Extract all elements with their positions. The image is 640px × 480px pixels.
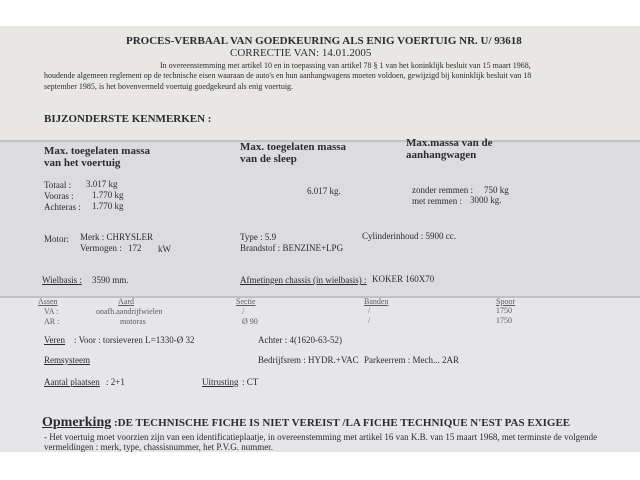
axle-row-cell: AR : [44,317,60,326]
chassis-label: Afmetingen chassis (in wielbasis) : [240,275,367,285]
opmerking-text: :DE TECHNISCHE FICHE IS NIET VEREIST /LA FICHE TECHNIQUE N'EST PAS EXIGEE [114,417,571,429]
cylinderinhoud: Cylinderinhoud : 5900 cc. [362,231,456,241]
axle-row-cell: / [368,306,371,315]
vermogen-value: 172 [128,243,142,253]
mass-heading-trailer: Max.massa van de [406,137,493,149]
axle-table-header: Sectie [236,297,256,306]
chassis-value: KOKER 160X70 [372,274,435,284]
parkeerrem: Parkeerrem : Mech... 2AR [364,355,459,365]
vermogen-label: Vermogen : [80,243,122,253]
axle-table-header: Assen [38,297,58,306]
section-title: BIJZONDERSTE KENMERKEN : [44,113,212,125]
motor-brand: Merk : CHRYSLER [80,232,154,242]
axle-row-cell: / [368,316,371,325]
veren-label: Veren [44,335,65,345]
correctie-date: CORRECTIE VAN: 14.01.2005 [230,47,372,59]
zonder-remmen-value: 750 kg [484,185,509,195]
vooras-value: 1.770 kg [92,190,124,200]
remsysteem-label: Remsysteem [44,355,90,365]
mass-heading-tow: van de sleep [240,153,297,165]
axle-row-cell: / [242,307,245,316]
achteras-label: Achteras : [44,202,81,212]
achteras-value: 1.770 kg [92,201,124,211]
axle-table-header: Spoor [496,297,516,306]
paper-fold [0,296,640,298]
veren-voor: : Voor : torsieveren L=1330-Ø 32 [74,335,195,345]
axle-row-cell: VA : [44,307,59,316]
axle-table-header: Aard [118,297,134,306]
intro-text: In overeenstemming met artikel 10 en in toepassing van artikel 78 § 1 van het koninklijk besluit van 15 maart 1968, [160,61,531,70]
plaatsen-label: Aantal plaatsen [44,377,100,387]
mass-heading-tow: Max. toegelaten massa [240,141,347,153]
totaal-value: 3.017 kg [86,179,118,189]
bedrijfsrem: Bedrijfsrem : HYDR.+VAC [258,355,359,365]
axle-row-cell: Ø 90 [242,317,258,326]
wielbasis-label: Wielbasis : [42,275,82,285]
met-remmen-value: 3000 kg. [470,195,502,205]
vooras-label: Vooras : [44,191,74,201]
totaal-label: Totaal : [44,180,72,190]
axle-row-cell: onafh.aandrijfwielen [96,307,163,316]
brandstof: Brandstof : BENZINE+LPG [240,243,344,253]
engine-type: Type : 5.9 [240,232,277,242]
wielbasis-value: 3590 mm. [92,275,129,285]
opmerking-label: Opmerking [42,415,112,430]
vermogen-unit: kW [158,244,171,254]
sleep-value: 6.017 kg. [307,186,341,196]
mass-heading-trailer: aanhangwagen [406,149,477,161]
uitrusting-label: Uitrusting [202,377,239,387]
intro-text: houdende algemeen reglement op de technische eisen waaraan de auto's en hun aanhangwagens moeten voldoen, gewijzigd bij koninklijk besluit van 18 [44,71,532,80]
opmerking-line: - Het voertuig moet voorzien zijn van een identificatieplaatje, in overeenstemming met artikel 16 van K.B. van 15 maart 1968, met terminste de volgende [44,432,598,442]
axle-row-cell: motoras [120,317,146,326]
zonder-remmen-label: zonder remmen : [412,185,473,195]
mass-heading-vehicle: Max. toegelaten massa [44,145,151,157]
mass-heading-vehicle: van het voertuig [44,157,121,169]
opmerking-line: vermeldingen : merk, type, chassisnummer, het P.V.G. nummer. [44,442,273,452]
motor-label: Motor: [44,234,70,244]
document-title: PROCES-VERBAAL VAN GOEDKEURING ALS ENIG VOERTUIG NR. U/ 93618 [126,35,522,47]
intro-text: september 1985, is het bovenvermeld voertuig goedgekeurd als enig voertuig. [44,82,294,91]
met-remmen-label: met remmen : [412,196,462,206]
axle-table-header: Banden [364,297,389,306]
axle-row-cell: 1750 [496,316,512,325]
plaatsen-value: : 2+1 [106,377,125,387]
uitrusting-value: : CT [242,377,259,387]
veren-achter: Achter : 4(1620-63-52) [258,335,342,345]
axle-row-cell: 1750 [496,306,512,315]
